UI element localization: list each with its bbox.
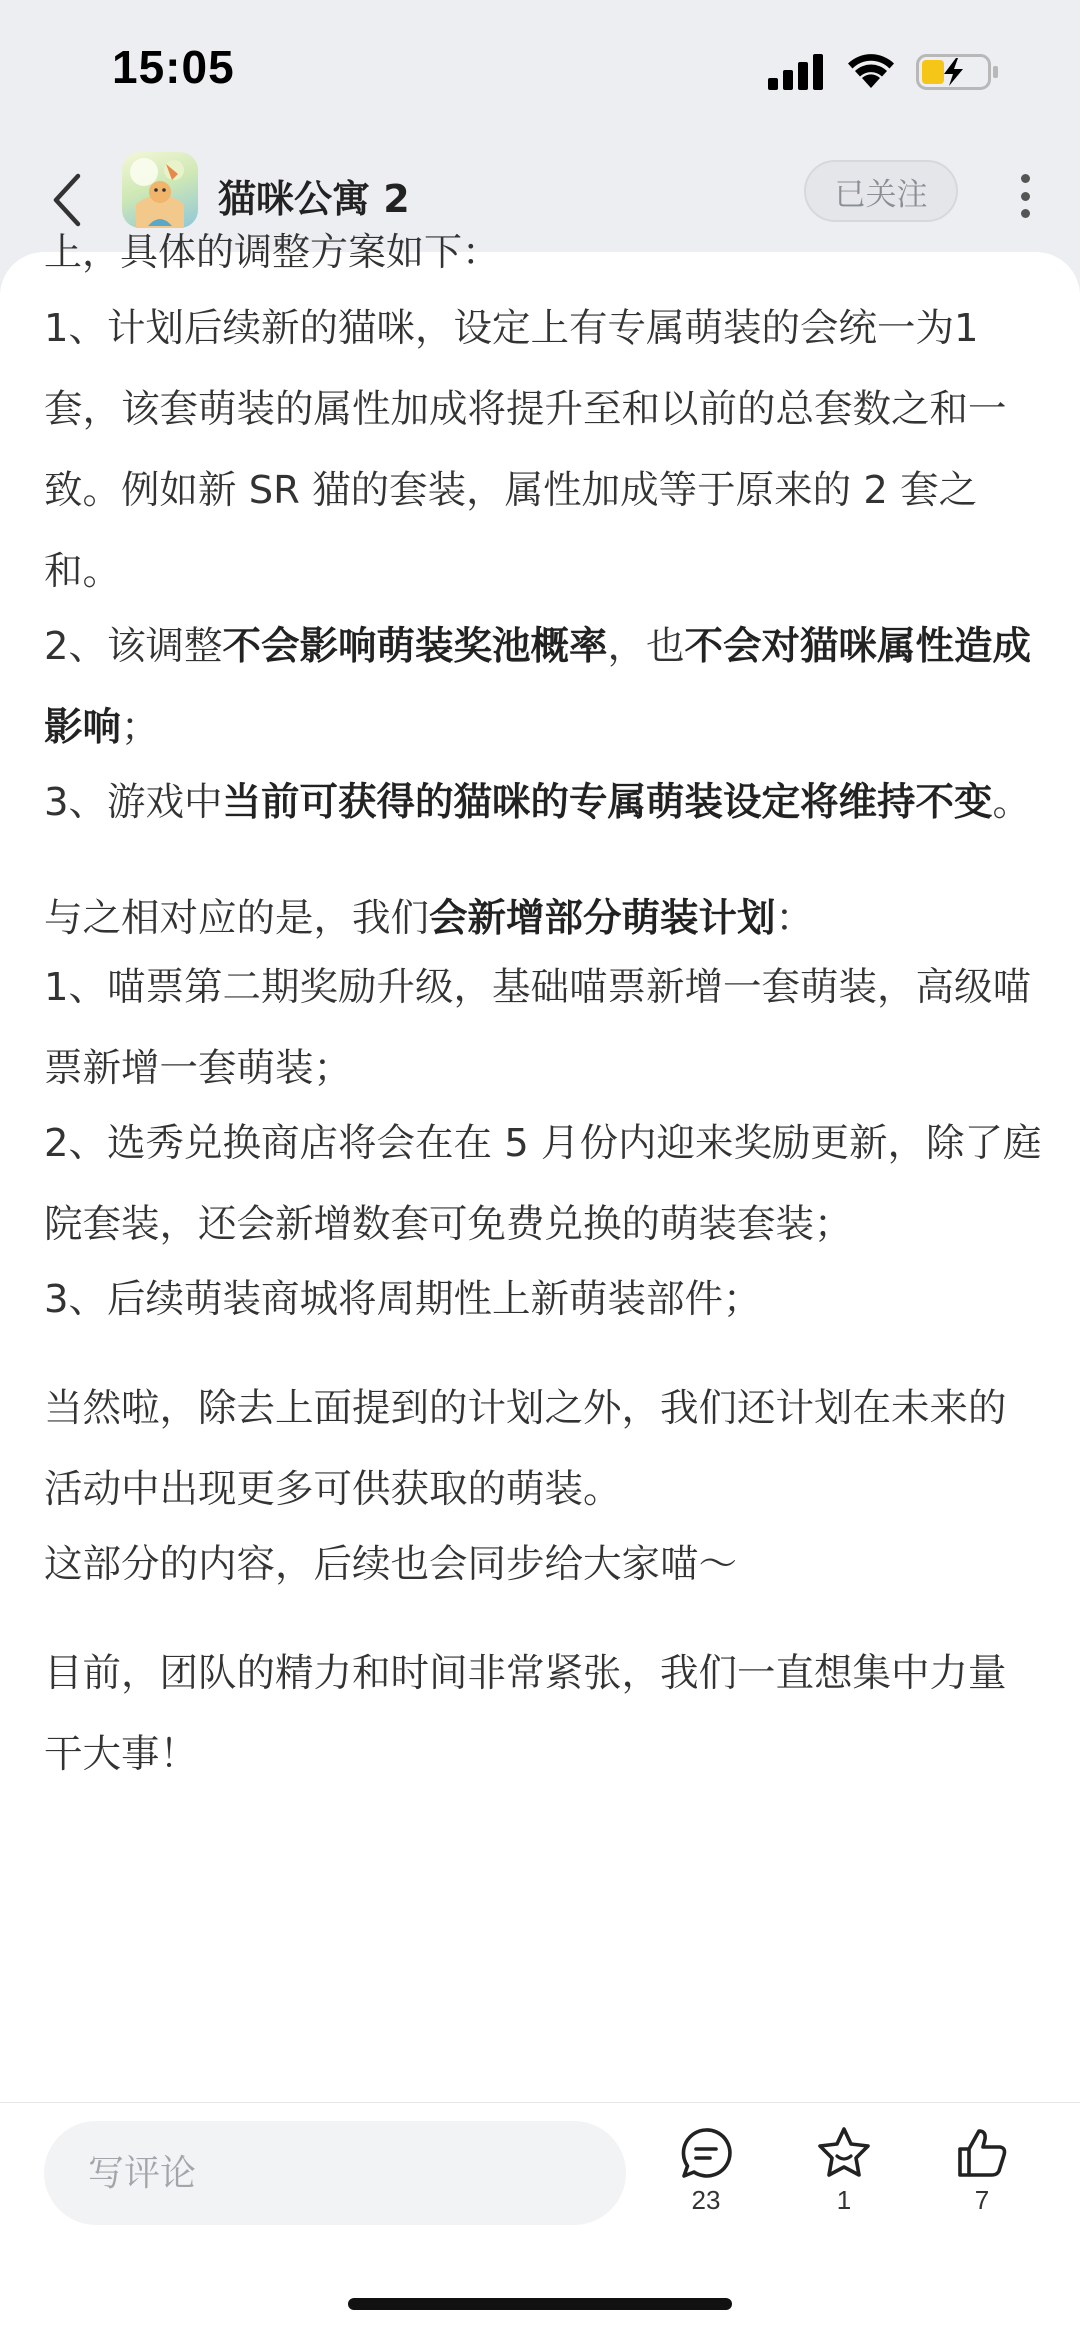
article-body bbox=[44, 252, 1044, 1795]
follow-button[interactable]: 已关注 bbox=[804, 160, 958, 222]
article-text: 3、后续萌装商城将周期性上新萌装部件； bbox=[44, 1277, 762, 1322]
more-options-button[interactable] bbox=[1010, 166, 1040, 226]
comment-icon bbox=[678, 2125, 734, 2181]
more-dot-icon bbox=[1021, 174, 1030, 183]
article-text: 1、计划后续新的猫咪，设定上有专属萌装的会统一为1套，该套萌装的属性加成将提升至和以前的总套数之和一致。例如新 SR 猫的套装，属性加成等于原来的 2 套之和。 bbox=[44, 306, 1007, 594]
article-paragraph bbox=[44, 606, 1044, 768]
article-cut-line: 上，具体的调整方案如下： bbox=[44, 230, 501, 274]
comment-input[interactable] bbox=[44, 2121, 626, 2225]
article-text: 2、选秀兑换商店将会在在 5 月份内迎来奖励更新，除了庭院套装，还会新增数套可免费兑换的萌装套装； bbox=[44, 1121, 1042, 1247]
article-text: 这部分的内容，后续也会同步给大家喵～ bbox=[44, 1542, 738, 1587]
status-time: 15:05 bbox=[112, 41, 235, 93]
page-title[interactable]: 猫咪公寓 2 bbox=[218, 177, 410, 221]
star-face-icon bbox=[815, 2125, 873, 2181]
article-emphasis: 当前可获得的猫咪的专属萌装设定将维持不变 bbox=[222, 780, 993, 825]
favorite-button[interactable] bbox=[804, 2125, 884, 2235]
article-paragraph bbox=[44, 762, 1044, 843]
article-text: 当然啦，除去上面提到的计划之外，我们还计划在未来的活动中出现更多可供获取的萌装。 bbox=[44, 1386, 1007, 1512]
article-emphasis: 会新增部分萌装计划 bbox=[429, 896, 776, 941]
status-icons bbox=[768, 52, 1008, 92]
article-text: 1、喵票第二期奖励升级，基础喵票新增一套萌装，高级喵票新增一套萌装； bbox=[44, 965, 1031, 1091]
article-emphasis: 不会对猫咪属性造成影响 bbox=[44, 624, 1032, 750]
article-paragraph bbox=[44, 947, 1044, 1109]
article-paragraph bbox=[44, 1259, 1044, 1340]
article-card bbox=[0, 230, 1080, 2102]
status-bar bbox=[0, 0, 1080, 140]
like-button[interactable] bbox=[942, 2125, 1022, 2235]
favorite-count: 1 bbox=[836, 2185, 852, 2215]
article-paragraph bbox=[44, 1524, 1044, 1605]
signal-icon bbox=[768, 54, 824, 90]
back-button[interactable] bbox=[36, 164, 96, 236]
article-text: 3、游戏中 bbox=[44, 780, 223, 825]
home-indicator bbox=[348, 2298, 732, 2310]
more-dot-icon bbox=[1021, 209, 1030, 218]
thumbs-up-icon bbox=[954, 2125, 1010, 2181]
like-count: 7 bbox=[974, 2185, 990, 2215]
article-paragraph bbox=[44, 1368, 1044, 1530]
comment-count: 23 bbox=[691, 2185, 721, 2215]
article-text: ： bbox=[775, 896, 815, 941]
more-dot-icon bbox=[1021, 192, 1030, 201]
article-paragraph bbox=[44, 1103, 1044, 1265]
article-text: 2、该调整 bbox=[44, 624, 223, 669]
article-text: ； bbox=[121, 705, 160, 750]
article-emphasis: 不会影响萌装奖池概率 bbox=[222, 624, 608, 669]
article-paragraph bbox=[44, 288, 1044, 612]
wifi-icon bbox=[846, 52, 896, 90]
article-text: 与之相对应的是，我们 bbox=[44, 896, 430, 941]
article-text: 目前，团队的精力和时间非常紧张，我们一直想集中力量干大事！ bbox=[44, 1651, 1007, 1777]
game-avatar[interactable] bbox=[122, 152, 198, 228]
article-text: ，也 bbox=[607, 624, 685, 669]
article-paragraph bbox=[44, 1633, 1044, 1795]
game-logo-icon bbox=[122, 152, 198, 228]
article-text: 。 bbox=[992, 780, 1032, 825]
comment-button[interactable] bbox=[666, 2125, 746, 2235]
chevron-left-icon bbox=[50, 172, 82, 228]
battery-charging-icon bbox=[916, 54, 1000, 90]
